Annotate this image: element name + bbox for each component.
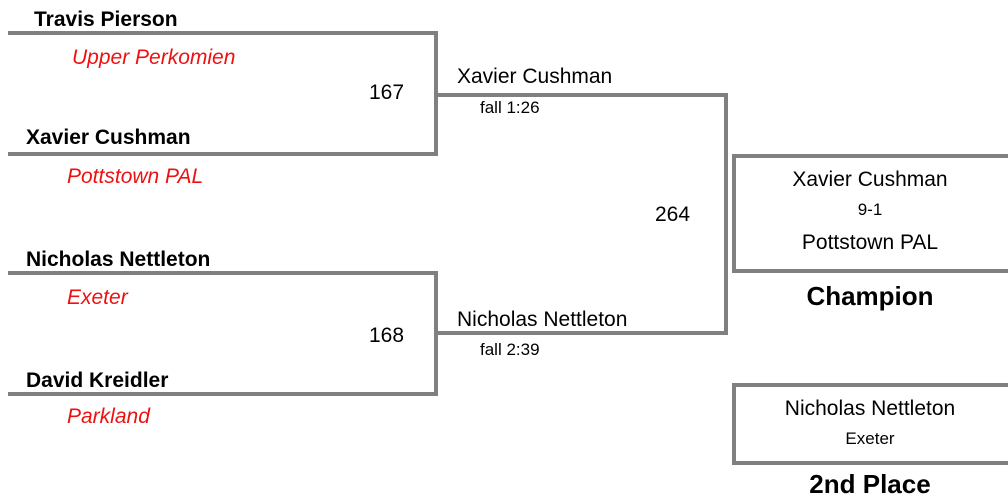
- bout-number: 264: [655, 203, 691, 226]
- bout-number: 167: [369, 81, 405, 104]
- second-place-box: [732, 383, 1008, 465]
- wrestler-team: Exeter: [67, 286, 128, 309]
- semi-winner-name: Nicholas Nettleton: [457, 308, 628, 331]
- wrestler-team: Pottstown PAL: [67, 165, 204, 188]
- semi-result: fall 2:39: [480, 340, 540, 359]
- wrestler-name: Travis Pierson: [34, 8, 178, 31]
- second-place-name: Nicholas Nettleton: [784, 397, 956, 420]
- semi-winner-name: Xavier Cushman: [457, 65, 613, 88]
- champion-record: 9-1: [857, 200, 883, 219]
- bracket-line-final-vertical: [724, 93, 728, 335]
- second-place-label: 2nd Place: [809, 469, 931, 499]
- second-place-team: Exeter: [845, 429, 895, 448]
- champion-name: Xavier Cushman: [792, 168, 948, 191]
- wrestler-name: Xavier Cushman: [26, 126, 191, 149]
- bracket-line-top-slot2: [8, 152, 438, 156]
- bout-number: 168: [369, 324, 405, 347]
- bracket-line-top-winner: [434, 93, 728, 97]
- champion-label: Champion: [806, 281, 934, 311]
- wrestler-team: Upper Perkomien: [72, 46, 236, 68]
- wrestler-name: David Kreidler: [26, 369, 169, 392]
- semi-result: fall 1:26: [480, 98, 540, 117]
- wrestler-name: Nicholas Nettleton: [26, 248, 211, 271]
- wrestler-team: Parkland: [67, 405, 150, 428]
- champion-team: Pottstown PAL: [801, 231, 939, 254]
